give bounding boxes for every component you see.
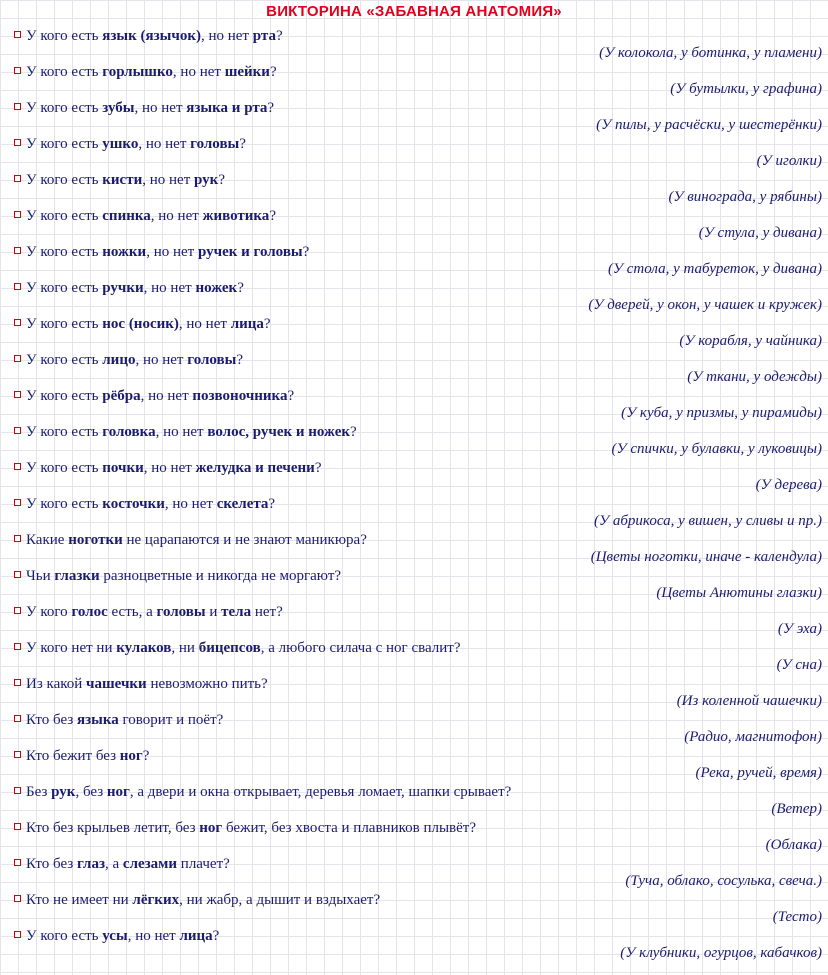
question-text: У кого <box>26 604 72 620</box>
question-text: У кого есть <box>26 388 103 404</box>
question <box>14 459 322 477</box>
question-keyword: желудка и печени <box>195 460 315 476</box>
question-keyword: почки <box>102 460 144 476</box>
question-text: ? <box>263 316 271 332</box>
answer: (Река, ручей, время) <box>695 765 822 781</box>
question-text: нет? <box>251 604 283 620</box>
question-text: Кто без <box>26 856 77 872</box>
question-text: У кого есть <box>26 928 103 944</box>
question-text: Кто бежит без <box>26 748 120 764</box>
answer: (У иголки) <box>756 153 822 169</box>
question-text: бежит, без хвоста и плавников плывёт? <box>222 820 477 836</box>
question <box>14 819 476 837</box>
question <box>14 531 367 549</box>
quiz-item <box>0 636 828 672</box>
quiz-list <box>0 24 828 960</box>
question-keyword: рук <box>51 784 76 800</box>
quiz-item <box>0 168 828 204</box>
answer: (Тесто) <box>772 909 822 925</box>
question-keyword: языка <box>77 712 119 728</box>
question-text: , но нет <box>134 100 187 116</box>
question <box>14 315 271 333</box>
quiz-item <box>0 384 828 420</box>
answer: (У стула, у дивана) <box>698 225 822 241</box>
answer: (У эха) <box>777 621 822 637</box>
question-keyword: лицо <box>102 352 136 368</box>
bullet-icon <box>14 715 21 722</box>
quiz-item <box>0 672 828 708</box>
question-text: ? <box>236 352 244 368</box>
question-text: У кого есть <box>26 496 103 512</box>
quiz-item <box>0 24 828 60</box>
question-text: Кто без <box>26 712 77 728</box>
question-text: не царапаются и не знают маникюра? <box>122 532 367 548</box>
bullet-icon <box>14 895 21 902</box>
quiz-item <box>0 744 828 780</box>
question-text: есть, а <box>107 604 157 620</box>
question-text: , но нет <box>200 28 253 44</box>
answer: (У ткани, у одежды) <box>687 369 822 385</box>
question <box>14 567 341 585</box>
answer: (Облака) <box>765 837 822 853</box>
question-text: , а любого силача с ног свалит? <box>260 640 461 656</box>
question <box>14 639 461 657</box>
bullet-icon <box>14 931 21 938</box>
answer: (У бутылки, у графина) <box>670 81 822 97</box>
answer: (У винограда, у рябины) <box>668 189 822 205</box>
question-text: ? <box>237 280 244 296</box>
bullet-icon <box>14 211 21 218</box>
question-keyword: спинка <box>102 208 151 224</box>
question-text: , ни жабр, а дышит и вздыхает? <box>179 892 381 908</box>
question-keyword: ножек <box>195 280 238 296</box>
question-keyword: рта <box>252 28 276 44</box>
question-keyword: лёгких <box>132 892 180 908</box>
question-keyword: головы <box>156 604 206 620</box>
question <box>14 99 274 117</box>
question-keyword: ножки <box>102 244 147 260</box>
question <box>14 495 275 513</box>
question-keyword: рёбра <box>102 388 141 404</box>
answer: (У корабля, у чайника) <box>679 333 822 349</box>
bullet-icon <box>14 391 21 398</box>
answer: (У абрикоса, у вишен, у сливы и пр.) <box>594 513 822 529</box>
bullet-icon <box>14 31 21 38</box>
question <box>14 603 283 621</box>
answer: (Цветы ноготки, иначе - календула) <box>590 549 822 565</box>
question-text: невозможно пить? <box>146 676 268 692</box>
question-keyword: скелета <box>216 496 269 512</box>
quiz-item <box>0 492 828 528</box>
question-text: ? <box>350 424 357 440</box>
quiz-item <box>0 456 828 492</box>
question-keyword: косточки <box>102 496 165 512</box>
question-keyword: ног <box>199 820 223 836</box>
question-text: У кого есть <box>26 352 103 368</box>
answer: (У дверей, у окон, у чашек и кружек) <box>588 297 822 313</box>
answer: (Из коленной чашечки) <box>676 693 822 709</box>
question-text: У кого есть <box>26 28 103 44</box>
quiz-item <box>0 132 828 168</box>
question-text: ? <box>275 28 283 44</box>
question-text: ? <box>269 208 276 224</box>
question-keyword: горлышко <box>102 64 173 80</box>
question-text: , но нет <box>155 424 208 440</box>
question-keyword: ног <box>119 748 143 764</box>
answer: (У колокола, у ботинка, у пламени) <box>599 45 822 61</box>
question-text: ? <box>314 460 322 476</box>
question-text: У кого есть <box>26 460 103 476</box>
question-text: , но нет <box>140 388 193 404</box>
question-keyword: головы <box>187 352 237 368</box>
question <box>14 387 294 405</box>
bullet-icon <box>14 679 21 686</box>
answer: (У стола, у табуреток, у дивана) <box>607 261 822 277</box>
question-keyword: нос (носик) <box>102 316 179 332</box>
bullet-icon <box>14 499 21 506</box>
question-text: ? <box>142 748 150 764</box>
question <box>14 171 225 189</box>
question-keyword: бицепсов <box>198 640 261 656</box>
question-text: говорит и поёт? <box>118 712 224 728</box>
question <box>14 891 380 909</box>
question-text: У кого есть <box>26 136 103 152</box>
question-text: Кто без крыльев летит, без <box>26 820 200 836</box>
answer: (У клубники, огурцов, кабачков) <box>620 945 822 961</box>
question <box>14 63 277 81</box>
quiz-item <box>0 924 828 960</box>
question-keyword: лица <box>179 928 213 944</box>
quiz-item <box>0 276 828 312</box>
bullet-icon <box>14 607 21 614</box>
answer: (Туча, облако, сосулька, свеча.) <box>625 873 822 889</box>
quiz-item <box>0 204 828 240</box>
question-keyword: усы <box>102 928 128 944</box>
question-keyword: головка <box>102 424 156 440</box>
question-keyword: головы <box>190 136 240 152</box>
question-text: У кого есть <box>26 424 103 440</box>
question <box>14 27 283 45</box>
quiz-item <box>0 312 828 348</box>
question-text: Чьи <box>26 568 55 584</box>
page-title: ВИКТОРИНА «ЗАБАВНАЯ АНАТОМИЯ» <box>266 3 562 20</box>
bullet-icon <box>14 175 21 182</box>
question-text: У кого есть <box>26 64 103 80</box>
answer: (У сна) <box>776 657 822 673</box>
question-keyword: ушко <box>102 136 139 152</box>
question-text: Какие <box>26 532 69 548</box>
answer: (Ветер) <box>771 801 822 817</box>
question-text: , но нет <box>138 136 191 152</box>
bullet-icon <box>14 355 21 362</box>
question-keyword: язык (язычок) <box>102 28 201 44</box>
question-text: ? <box>267 100 275 116</box>
question-keyword: лица <box>230 316 264 332</box>
question <box>14 675 268 693</box>
question-keyword: рук <box>194 172 219 188</box>
question <box>14 927 219 945</box>
question-text: , но нет <box>178 316 231 332</box>
question-keyword: слезами <box>122 856 178 872</box>
question-keyword: позвоночника <box>192 388 288 404</box>
question-text: У кого есть <box>26 208 103 224</box>
question-text: У кого есть <box>26 100 103 116</box>
bullet-icon <box>14 535 21 542</box>
answer: (У пилы, у расчёски, у шестерёнки) <box>596 117 822 133</box>
bullet-icon <box>14 823 21 830</box>
bullet-icon <box>14 859 21 866</box>
question-text: , но нет <box>172 64 225 80</box>
quiz-item <box>0 348 828 384</box>
quiz-item <box>0 600 828 636</box>
quiz-item <box>0 816 828 852</box>
question-keyword: волос, ручек и ножек <box>207 424 351 440</box>
question <box>14 279 244 297</box>
answer: (У спички, у булавки, у луковицы) <box>611 441 822 457</box>
question-text: , но нет <box>142 172 195 188</box>
question-keyword: ручки <box>102 280 144 296</box>
question-text: ? <box>268 496 276 512</box>
bullet-icon <box>14 751 21 758</box>
question <box>14 135 246 153</box>
question <box>14 747 149 765</box>
quiz-item <box>0 888 828 924</box>
question-text: , но нет <box>146 244 198 260</box>
quiz-item <box>0 96 828 132</box>
bullet-icon <box>14 103 21 110</box>
question-keyword: кулаков <box>116 640 172 656</box>
quiz-item <box>0 708 828 744</box>
question-text: У кого есть <box>26 172 103 188</box>
question-keyword: зубы <box>102 100 135 116</box>
question-keyword: ручек и головы <box>197 244 303 260</box>
quiz-item <box>0 564 828 600</box>
question-text: , а двери и окна открывает, деревья ломает, шапки срывает? <box>129 784 512 800</box>
bullet-icon <box>14 139 21 146</box>
quiz-item <box>0 420 828 456</box>
question-keyword: языка и рта <box>186 100 268 116</box>
question <box>14 207 276 225</box>
quiz-item <box>0 240 828 276</box>
answer: (У куба, у призмы, у пирамиды) <box>621 405 822 421</box>
question-text: ? <box>269 64 277 80</box>
quiz-item <box>0 852 828 888</box>
quiz-item <box>0 60 828 96</box>
question-text: плачет? <box>177 856 230 872</box>
question-text: ? <box>287 388 295 404</box>
question-keyword: животика <box>202 208 270 224</box>
bullet-icon <box>14 787 21 794</box>
question-keyword: чашечки <box>86 676 147 692</box>
question-keyword: ног <box>106 784 130 800</box>
bullet-icon <box>14 319 21 326</box>
question-text: У кого нет ни <box>26 640 117 656</box>
question <box>14 243 309 261</box>
question-text: У кого есть <box>26 244 103 260</box>
bullet-icon <box>14 463 21 470</box>
bullet-icon <box>14 247 21 254</box>
bullet-icon <box>14 67 21 74</box>
bullet-icon <box>14 283 21 290</box>
question-text: , без <box>75 784 107 800</box>
question-text: ? <box>302 244 310 260</box>
question-text: Без <box>26 784 52 800</box>
quiz-item <box>0 528 828 564</box>
bullet-icon <box>14 643 21 650</box>
question-text: У кого есть <box>26 280 103 296</box>
question-text: и <box>205 604 222 620</box>
question-keyword: ноготки <box>68 532 123 548</box>
question <box>14 783 511 801</box>
answer: (Радио, магнитофон) <box>684 729 822 745</box>
bullet-icon <box>14 427 21 434</box>
question-text: , но нет <box>143 460 196 476</box>
question-text: Кто не имеет ни <box>26 892 133 908</box>
question-keyword: глаз <box>77 856 105 872</box>
question <box>14 423 357 441</box>
question <box>14 855 230 873</box>
answer: (Цветы Анютины глазки) <box>656 585 822 601</box>
question-text: , но нет <box>135 352 188 368</box>
question-text: , а <box>105 856 123 872</box>
bullet-icon <box>14 571 21 578</box>
question-keyword: кисти <box>102 172 143 188</box>
question <box>14 711 223 729</box>
question-text: ? <box>239 136 246 152</box>
question-text: ? <box>218 172 225 188</box>
question-text: , но нет <box>164 496 217 512</box>
question-text: , ни <box>171 640 199 656</box>
question-text: ? <box>212 928 220 944</box>
question-keyword: тела <box>221 604 252 620</box>
question-text: , но нет <box>150 208 203 224</box>
question-text: Из какой <box>26 676 87 692</box>
question-text: У кого есть <box>26 316 103 332</box>
question-text: , но нет <box>127 928 180 944</box>
question-text: разноцветные и никогда не моргают? <box>99 568 342 584</box>
question <box>14 351 243 369</box>
question-keyword: шейки <box>224 64 270 80</box>
question-keyword: глазки <box>54 568 100 584</box>
question-keyword: голос <box>71 604 108 620</box>
question-text: , но нет <box>143 280 196 296</box>
answer: (У дерева) <box>755 477 822 493</box>
quiz-item <box>0 780 828 816</box>
